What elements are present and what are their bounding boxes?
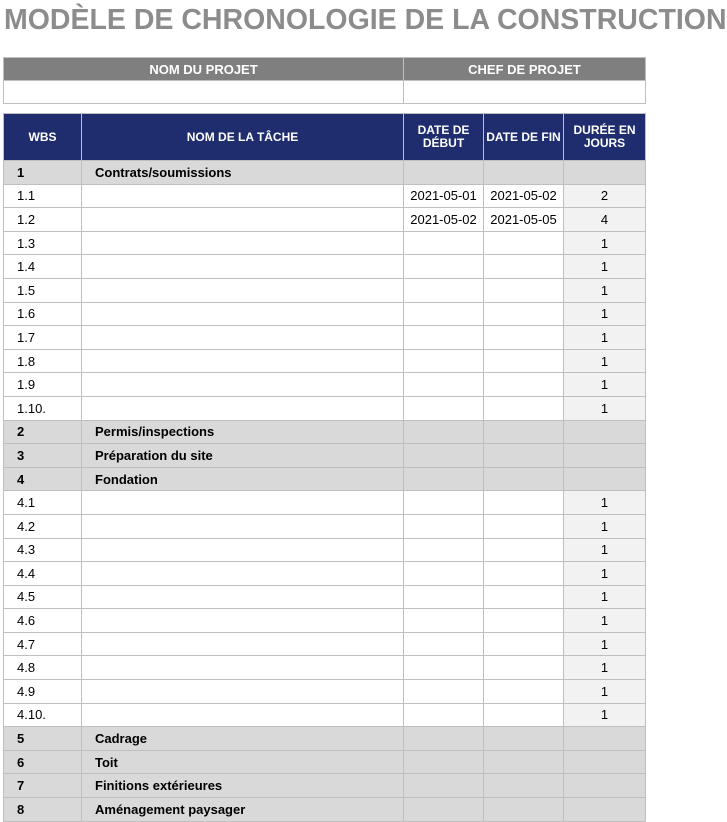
project-name-header: NOM DU PROJET — [4, 58, 404, 81]
task-name-cell[interactable] — [82, 349, 404, 373]
start-date-cell[interactable] — [404, 727, 484, 751]
wbs-cell[interactable]: 1.4 — [4, 255, 82, 279]
duration-cell[interactable] — [564, 727, 646, 751]
end-date-cell[interactable] — [484, 231, 564, 255]
task-name-cell[interactable]: Cadrage — [82, 727, 404, 751]
task-name-cell[interactable]: Préparation du site — [82, 444, 404, 468]
end-date-cell[interactable] — [484, 420, 564, 444]
start-date-cell[interactable] — [404, 632, 484, 656]
task-name-cell[interactable] — [82, 703, 404, 727]
wbs-cell[interactable]: 4.2 — [4, 514, 82, 538]
duration-cell[interactable] — [564, 444, 646, 468]
task-row — [4, 373, 646, 397]
duration-cell[interactable]: 4 — [564, 208, 646, 232]
end-date-cell[interactable]: 2021-05-05 — [484, 208, 564, 232]
start-date-cell[interactable] — [404, 420, 484, 444]
duration-cell[interactable] — [564, 420, 646, 444]
task-name-cell[interactable]: Contrats/soumissions — [82, 161, 404, 185]
start-date-cell[interactable] — [404, 278, 484, 302]
start-date-cell[interactable] — [404, 656, 484, 680]
task-row — [4, 656, 646, 680]
duration-cell[interactable]: 1 — [564, 609, 646, 633]
start-date-cell[interactable]: 2021-05-01 — [404, 184, 484, 208]
task-name-cell[interactable]: Aménagement paysager — [82, 798, 404, 822]
end-date-cell[interactable] — [484, 491, 564, 515]
end-date-cell[interactable] — [484, 444, 564, 468]
wbs-cell[interactable]: 1.9 — [4, 373, 82, 397]
start-date-cell[interactable] — [404, 585, 484, 609]
end-date-cell[interactable] — [484, 278, 564, 302]
duration-cell[interactable] — [564, 161, 646, 185]
end-date-cell[interactable] — [484, 562, 564, 586]
task-name-cell[interactable]: Toit — [82, 750, 404, 774]
duration-cell[interactable]: 1 — [564, 231, 646, 255]
task-row — [4, 302, 646, 326]
duration-column-header: DURÉE EN JOURS — [564, 114, 646, 161]
wbs-cell[interactable]: 1.3 — [4, 231, 82, 255]
duration-cell[interactable] — [564, 798, 646, 822]
wbs-cell[interactable]: 1.7 — [4, 326, 82, 350]
task-name-cell[interactable] — [82, 278, 404, 302]
duration-cell[interactable]: 1 — [564, 562, 646, 586]
task-row — [4, 208, 646, 232]
page-title: MODÈLE DE CHRONOLOGIE DE LA CONSTRUCTION — [4, 4, 727, 36]
duration-cell[interactable]: 2 — [564, 184, 646, 208]
end-date-cell[interactable] — [484, 727, 564, 751]
end-date-cell[interactable] — [484, 255, 564, 279]
start-date-cell[interactable] — [404, 538, 484, 562]
wbs-cell[interactable]: 4.8 — [4, 656, 82, 680]
start-date-cell[interactable] — [404, 231, 484, 255]
duration-cell[interactable]: 1 — [564, 703, 646, 727]
wbs-cell[interactable]: 4.6 — [4, 609, 82, 633]
wbs-cell[interactable]: 1.10. — [4, 396, 82, 420]
duration-cell[interactable]: 1 — [564, 326, 646, 350]
task-name-cell[interactable] — [82, 373, 404, 397]
end-date-cell[interactable]: 2021-05-02 — [484, 184, 564, 208]
end-date-cell[interactable] — [484, 750, 564, 774]
task-name-cell[interactable]: Finitions extérieures — [82, 774, 404, 798]
start-date-cell[interactable] — [404, 302, 484, 326]
end-date-cell[interactable] — [484, 349, 564, 373]
duration-cell[interactable]: 1 — [564, 538, 646, 562]
start-date-cell[interactable] — [404, 491, 484, 515]
start-date-cell[interactable] — [404, 396, 484, 420]
duration-cell[interactable]: 1 — [564, 680, 646, 704]
wbs-cell[interactable]: 4.4 — [4, 562, 82, 586]
start-date-cell[interactable] — [404, 444, 484, 468]
start-date-cell[interactable]: 2021-05-02 — [404, 208, 484, 232]
wbs-cell[interactable]: 4 — [4, 467, 82, 491]
task-row — [4, 514, 646, 538]
task-row — [4, 632, 646, 656]
task-name-cell[interactable] — [82, 562, 404, 586]
wbs-cell[interactable]: 4.5 — [4, 585, 82, 609]
wbs-cell[interactable]: 1.8 — [4, 349, 82, 373]
task-row — [4, 255, 646, 279]
wbs-cell[interactable]: 1.5 — [4, 278, 82, 302]
task-row — [4, 231, 646, 255]
end-date-cell[interactable] — [484, 798, 564, 822]
wbs-cell[interactable]: 4.7 — [4, 632, 82, 656]
phase-row — [4, 161, 646, 185]
phase-row — [4, 727, 646, 751]
task-name-cell[interactable] — [82, 184, 404, 208]
start-date-cell[interactable] — [404, 562, 484, 586]
end-date-cell[interactable] — [484, 609, 564, 633]
timeline-table-body — [4, 161, 646, 822]
duration-cell[interactable]: 1 — [564, 373, 646, 397]
wbs-cell[interactable]: 1.2 — [4, 208, 82, 232]
project-name-cell[interactable] — [4, 81, 404, 104]
end-date-cell[interactable] — [484, 632, 564, 656]
task-row — [4, 184, 646, 208]
phase-row — [4, 444, 646, 468]
end-date-cell[interactable] — [484, 703, 564, 727]
task-row — [4, 703, 646, 727]
end-date-column-header: DATE DE FIN — [484, 114, 564, 161]
task-name-cell[interactable] — [82, 656, 404, 680]
start-date-cell[interactable] — [404, 703, 484, 727]
wbs-cell[interactable]: 3 — [4, 444, 82, 468]
start-date-cell[interactable] — [404, 255, 484, 279]
duration-cell[interactable] — [564, 467, 646, 491]
wbs-cell[interactable]: 7 — [4, 774, 82, 798]
start-date-cell[interactable] — [404, 514, 484, 538]
duration-cell[interactable] — [564, 774, 646, 798]
task-row — [4, 680, 646, 704]
end-date-cell[interactable] — [484, 373, 564, 397]
duration-cell[interactable]: 1 — [564, 585, 646, 609]
task-name-cell[interactable] — [82, 491, 404, 515]
task-name-cell[interactable] — [82, 255, 404, 279]
duration-cell[interactable]: 1 — [564, 278, 646, 302]
task-name-cell[interactable] — [82, 632, 404, 656]
start-date-cell[interactable] — [404, 326, 484, 350]
wbs-cell[interactable]: 1.1 — [4, 184, 82, 208]
task-name-cell[interactable] — [82, 208, 404, 232]
task-name-cell[interactable] — [82, 514, 404, 538]
duration-cell[interactable]: 1 — [564, 396, 646, 420]
duration-cell[interactable]: 1 — [564, 491, 646, 515]
wbs-cell[interactable]: 4.9 — [4, 680, 82, 704]
end-date-cell[interactable] — [484, 656, 564, 680]
start-date-cell[interactable] — [404, 467, 484, 491]
end-date-cell[interactable] — [484, 467, 564, 491]
project-manager-header: CHEF DE PROJET — [404, 58, 646, 81]
wbs-cell[interactable]: 6 — [4, 750, 82, 774]
wbs-cell[interactable]: 8 — [4, 798, 82, 822]
end-date-cell[interactable] — [484, 514, 564, 538]
end-date-cell[interactable] — [484, 161, 564, 185]
start-date-cell[interactable] — [404, 798, 484, 822]
start-date-cell[interactable] — [404, 680, 484, 704]
task-name-cell[interactable] — [82, 326, 404, 350]
task-row — [4, 609, 646, 633]
wbs-column-header: WBS — [4, 114, 82, 161]
start-date-column-header: DATE DE DÉBUT — [404, 114, 484, 161]
task-name-cell[interactable] — [82, 396, 404, 420]
duration-cell[interactable]: 1 — [564, 255, 646, 279]
phase-row — [4, 774, 646, 798]
wbs-cell[interactable]: 4.10. — [4, 703, 82, 727]
task-name-cell[interactable] — [82, 585, 404, 609]
start-date-cell[interactable] — [404, 373, 484, 397]
task-name-cell[interactable] — [82, 538, 404, 562]
timeline-table — [3, 113, 646, 822]
wbs-cell[interactable]: 1.6 — [4, 302, 82, 326]
start-date-cell[interactable] — [404, 750, 484, 774]
end-date-cell[interactable] — [484, 396, 564, 420]
end-date-cell[interactable] — [484, 326, 564, 350]
wbs-cell[interactable]: 4.3 — [4, 538, 82, 562]
start-date-cell[interactable] — [404, 349, 484, 373]
task-name-cell[interactable]: Permis/inspections — [82, 420, 404, 444]
task-row — [4, 326, 646, 350]
task-row — [4, 562, 646, 586]
start-date-cell[interactable] — [404, 161, 484, 185]
duration-cell[interactable]: 1 — [564, 514, 646, 538]
task-name-column-header: NOM DE LA TÂCHE — [82, 114, 404, 161]
task-row — [4, 491, 646, 515]
duration-cell[interactable] — [564, 750, 646, 774]
wbs-cell[interactable]: 2 — [4, 420, 82, 444]
start-date-cell[interactable] — [404, 774, 484, 798]
task-row — [4, 585, 646, 609]
phase-row — [4, 467, 646, 491]
wbs-cell[interactable]: 5 — [4, 727, 82, 751]
phase-row — [4, 750, 646, 774]
wbs-cell[interactable]: 4.1 — [4, 491, 82, 515]
duration-cell[interactable]: 1 — [564, 632, 646, 656]
task-row — [4, 396, 646, 420]
task-name-cell[interactable] — [82, 680, 404, 704]
phase-row — [4, 420, 646, 444]
task-row — [4, 278, 646, 302]
task-row — [4, 538, 646, 562]
end-date-cell[interactable] — [484, 585, 564, 609]
task-name-cell[interactable] — [82, 609, 404, 633]
duration-cell[interactable]: 1 — [564, 656, 646, 680]
start-date-cell[interactable] — [404, 609, 484, 633]
task-row — [4, 349, 646, 373]
project-info-table — [3, 57, 646, 104]
duration-cell[interactable]: 1 — [564, 302, 646, 326]
phase-row — [4, 798, 646, 822]
duration-cell[interactable]: 1 — [564, 349, 646, 373]
task-name-cell[interactable] — [82, 302, 404, 326]
project-manager-cell[interactable] — [404, 81, 646, 104]
end-date-cell[interactable] — [484, 774, 564, 798]
task-name-cell[interactable] — [82, 231, 404, 255]
task-name-cell[interactable]: Fondation — [82, 467, 404, 491]
end-date-cell[interactable] — [484, 538, 564, 562]
wbs-cell[interactable]: 1 — [4, 161, 82, 185]
end-date-cell[interactable] — [484, 680, 564, 704]
end-date-cell[interactable] — [484, 302, 564, 326]
